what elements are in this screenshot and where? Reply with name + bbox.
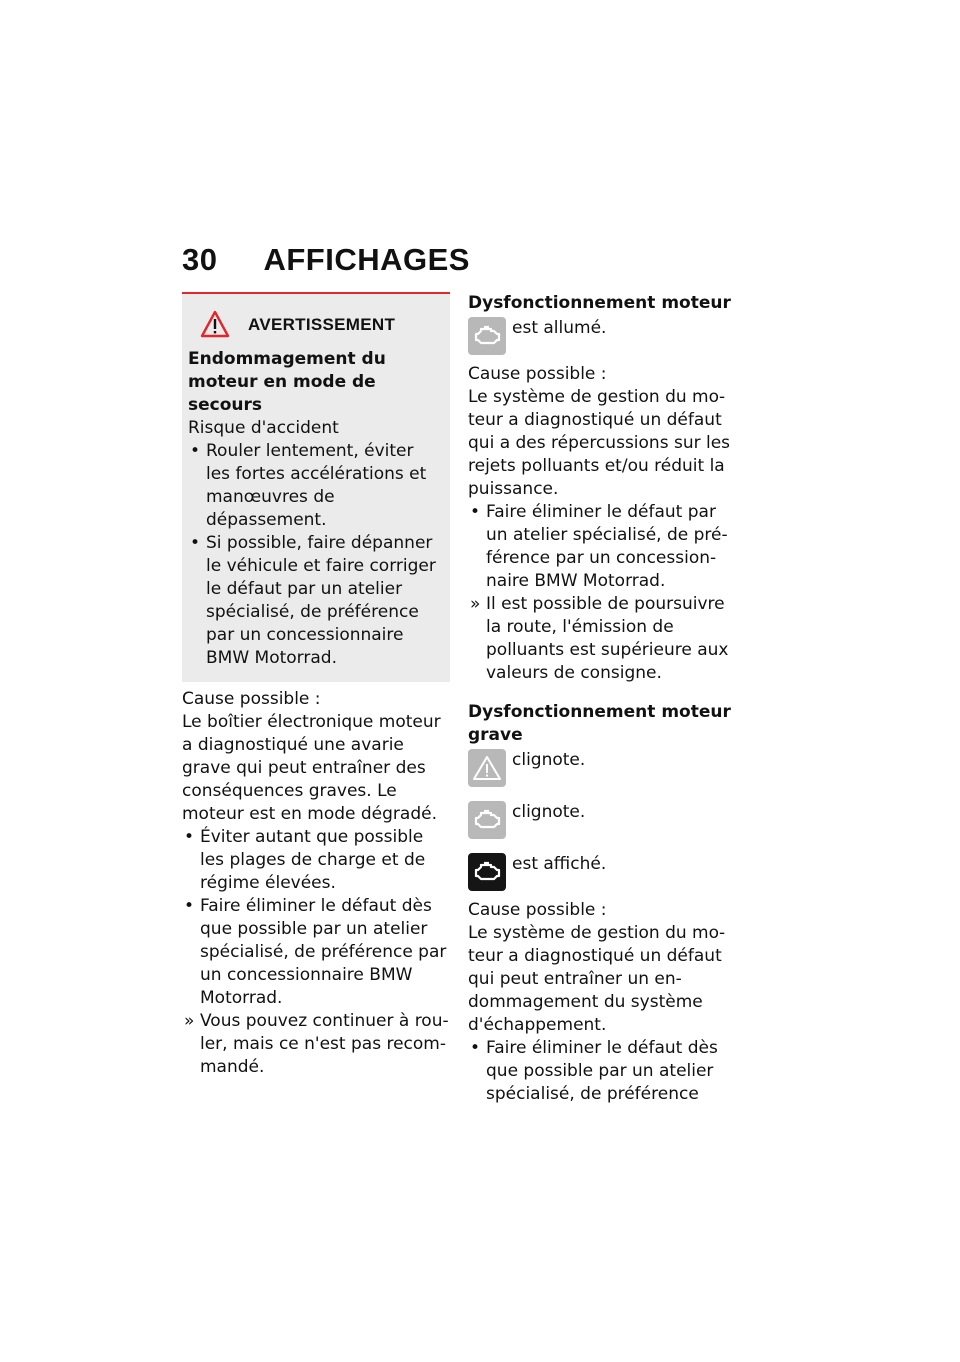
page-number: 30: [182, 242, 218, 277]
section-heading: Dysfonctionnement moteur grave: [468, 702, 731, 745]
list-item: • Si possible, faire dépanner le véhicule et faire corriger le défaut par un atelier spécialisé, de préférence par un concessionnaire BMW Motorrad.: [190, 533, 436, 668]
indicator-status: est allumé.: [512, 318, 607, 338]
section-title: AFFICHAGES: [263, 242, 470, 277]
right-action-list-1: [468, 501, 736, 685]
indicator-row: [468, 749, 736, 787]
cause-text: Le système de gestion du moteur a diagnostiqué un défaut qui a des répercussions sur les rejets polluants et/ou réduit la puissance.: [468, 387, 731, 499]
cause-label: Cause possible :: [468, 900, 607, 920]
right-column: [468, 292, 736, 1106]
section-heading: Dysfonctionnement moteur: [468, 293, 731, 313]
left-cause-block: [182, 688, 450, 1079]
page-header: [182, 240, 470, 280]
engine-warning-light: [468, 317, 506, 355]
warning-label: AVERTISSEMENT: [248, 314, 396, 334]
indicator-status: est affiché.: [512, 854, 607, 874]
engine-warning-light: [468, 801, 506, 839]
indicator-row: [468, 317, 736, 355]
cause-text: Le boîtier électronique moteur a diagnostiqué une avarie grave qui peut entraîner des conséquences graves. Le moteur est en mode dégradé.: [182, 712, 441, 824]
engine-display-symbol: [468, 853, 506, 891]
engine-icon: [472, 859, 502, 885]
warning-box: [182, 292, 450, 682]
engine-icon: [472, 807, 502, 833]
indicator-status: clignote.: [512, 802, 586, 822]
general-warning-light: [468, 749, 506, 787]
left-column: [182, 292, 450, 1079]
left-action-list: [182, 826, 450, 1079]
warning-heading: Endommagement du moteur en mode de secours: [188, 349, 386, 415]
list-item: » Il est possible de poursuivre la route, l'émission de polluants est supérieure aux valeurs de consigne.: [470, 594, 729, 683]
indicator-row: [468, 853, 736, 891]
cause-text: Le système de gestion du moteur a diagnostiqué un défaut qui peut entraîner un endommagement du système d'échappement.: [468, 923, 726, 1035]
list-item: • Faire éliminer le défaut dès que possible par un atelier spécialisé, de préférence: [470, 1038, 718, 1104]
warning-header: [200, 310, 438, 338]
list-item: • Faire éliminer le défaut par un atelier spécialisé, de préférence par un concessionnaire BMW Motorrad.: [470, 502, 728, 591]
indicator-row: [468, 801, 736, 839]
warning-list: [188, 440, 438, 670]
warning-risk: Risque d'accident: [188, 418, 339, 438]
right-action-list-2: [468, 1037, 736, 1106]
list-item: • Faire éliminer le défaut dès que possible par un atelier spécialisé, de préférence par un concessionnaire BMW Motorrad.: [184, 896, 447, 1008]
cause-label: Cause possible :: [182, 689, 321, 709]
indicator-status: clignote.: [512, 750, 586, 770]
list-item: • Rouler lentement, éviter les fortes accélérations et manœuvres de dépassement.: [190, 441, 427, 530]
list-item: • Éviter autant que possible les plages de charge et de régime élevées.: [184, 827, 426, 893]
list-item: » Vous pouvez continuer à rouler, mais ce n'est pas recommandé.: [184, 1011, 449, 1077]
warning-triangle-icon: [200, 310, 230, 338]
engine-icon: [472, 323, 502, 349]
warning-triangle-icon: [472, 755, 502, 781]
cause-label: Cause possible :: [468, 364, 607, 384]
